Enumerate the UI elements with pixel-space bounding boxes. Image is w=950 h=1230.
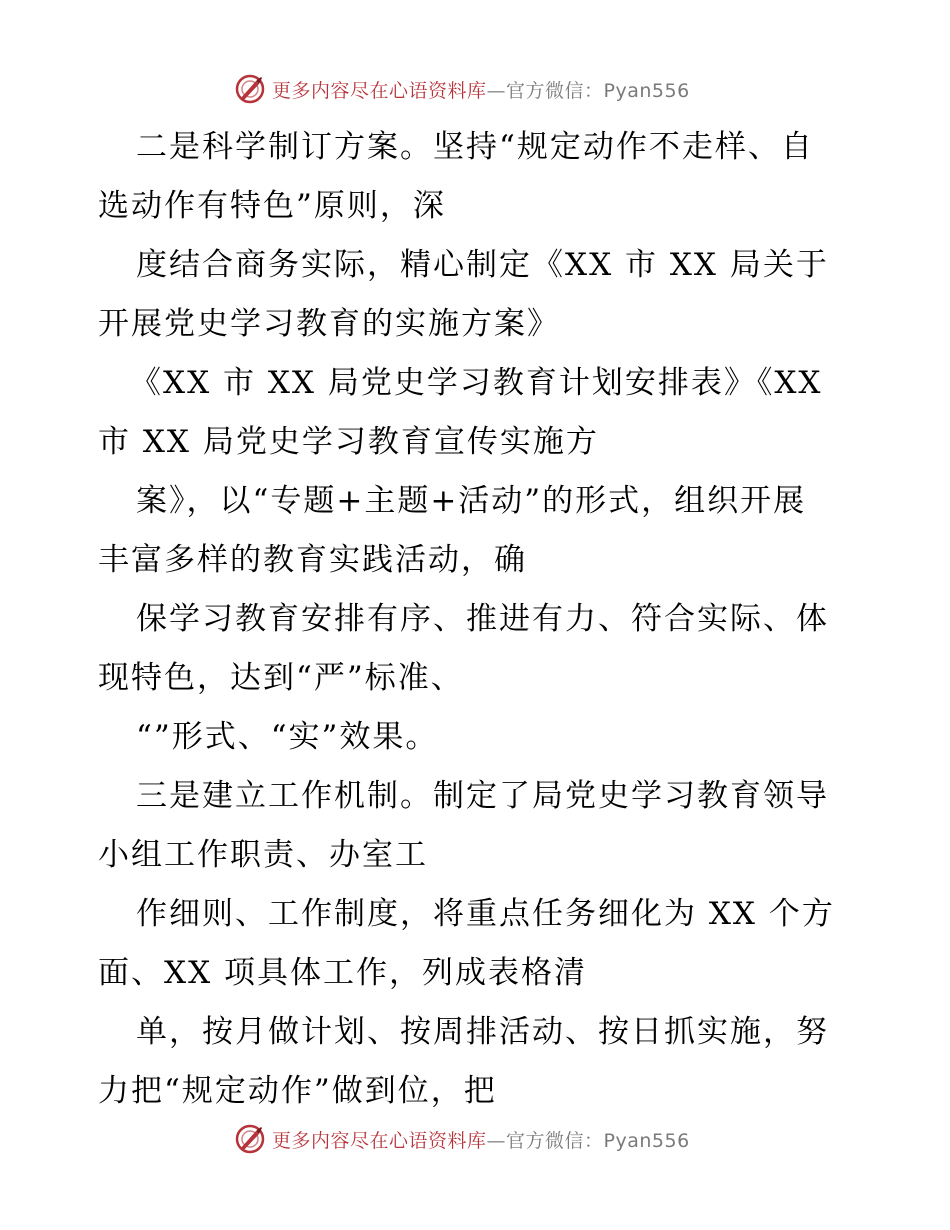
text-line: 保学习教育安排有序、推进有力、符合实际、体 — [136, 601, 829, 637]
watermark-dash: — — [486, 79, 507, 102]
text-line: 小组工作职责、办室工 — [98, 837, 428, 873]
text-line: 开展党史学习教育的实施方案》 — [98, 306, 560, 342]
text-line: 度结合商务实际，精心制定《XX 市 XX 局关于 — [136, 247, 829, 283]
watermark-suffix: 官方微信：Pyan556 — [506, 79, 690, 102]
watermark-brand: 更多内容尽在心语资料库 — [272, 79, 487, 102]
quill-logo-icon — [234, 1123, 266, 1155]
document-body — [98, 118, 858, 1121]
text-line: 现特色，达到“严”标准、 — [98, 660, 464, 696]
footer-watermark — [234, 1122, 690, 1156]
text-line: 力把“规定动作”做到位，把 — [98, 1073, 497, 1109]
watermark-dash: — — [486, 1129, 507, 1152]
text-line: 选动作有特色”原则，深 — [98, 188, 446, 224]
text-line: “”形式、“实”效果。 — [136, 719, 439, 755]
text-line: 丰富多样的教育实践活动，确 — [98, 542, 527, 578]
text-line: 作细则、工作制度，将重点任务细化为 XX 个方 — [136, 896, 835, 932]
text-line: 市 XX 局党史学习教育宣传实施方 — [98, 424, 599, 460]
text-line: 三是建立工作机制。制定了局党史学习教育领导 — [136, 778, 829, 814]
text-line: 《XX 市 XX 局党史学习教育计划安排表》《XX — [130, 365, 823, 401]
text-line: 面、XX 项具体工作，列成表格清 — [98, 955, 587, 991]
watermark-suffix: 官方微信：Pyan556 — [506, 1129, 690, 1152]
header-watermark — [234, 72, 690, 106]
text-line: 二是科学制订方案。坚持“规定动作不走样、自 — [136, 129, 814, 165]
text-line: 案》，以“专题+主题+活动”的形式，组织开展 — [136, 483, 807, 519]
text-line: 单，按月做计划、按周排活动、按日抓实施，努 — [136, 1014, 829, 1050]
quill-logo-icon — [234, 73, 266, 105]
watermark-brand: 更多内容尽在心语资料库 — [272, 1129, 487, 1152]
